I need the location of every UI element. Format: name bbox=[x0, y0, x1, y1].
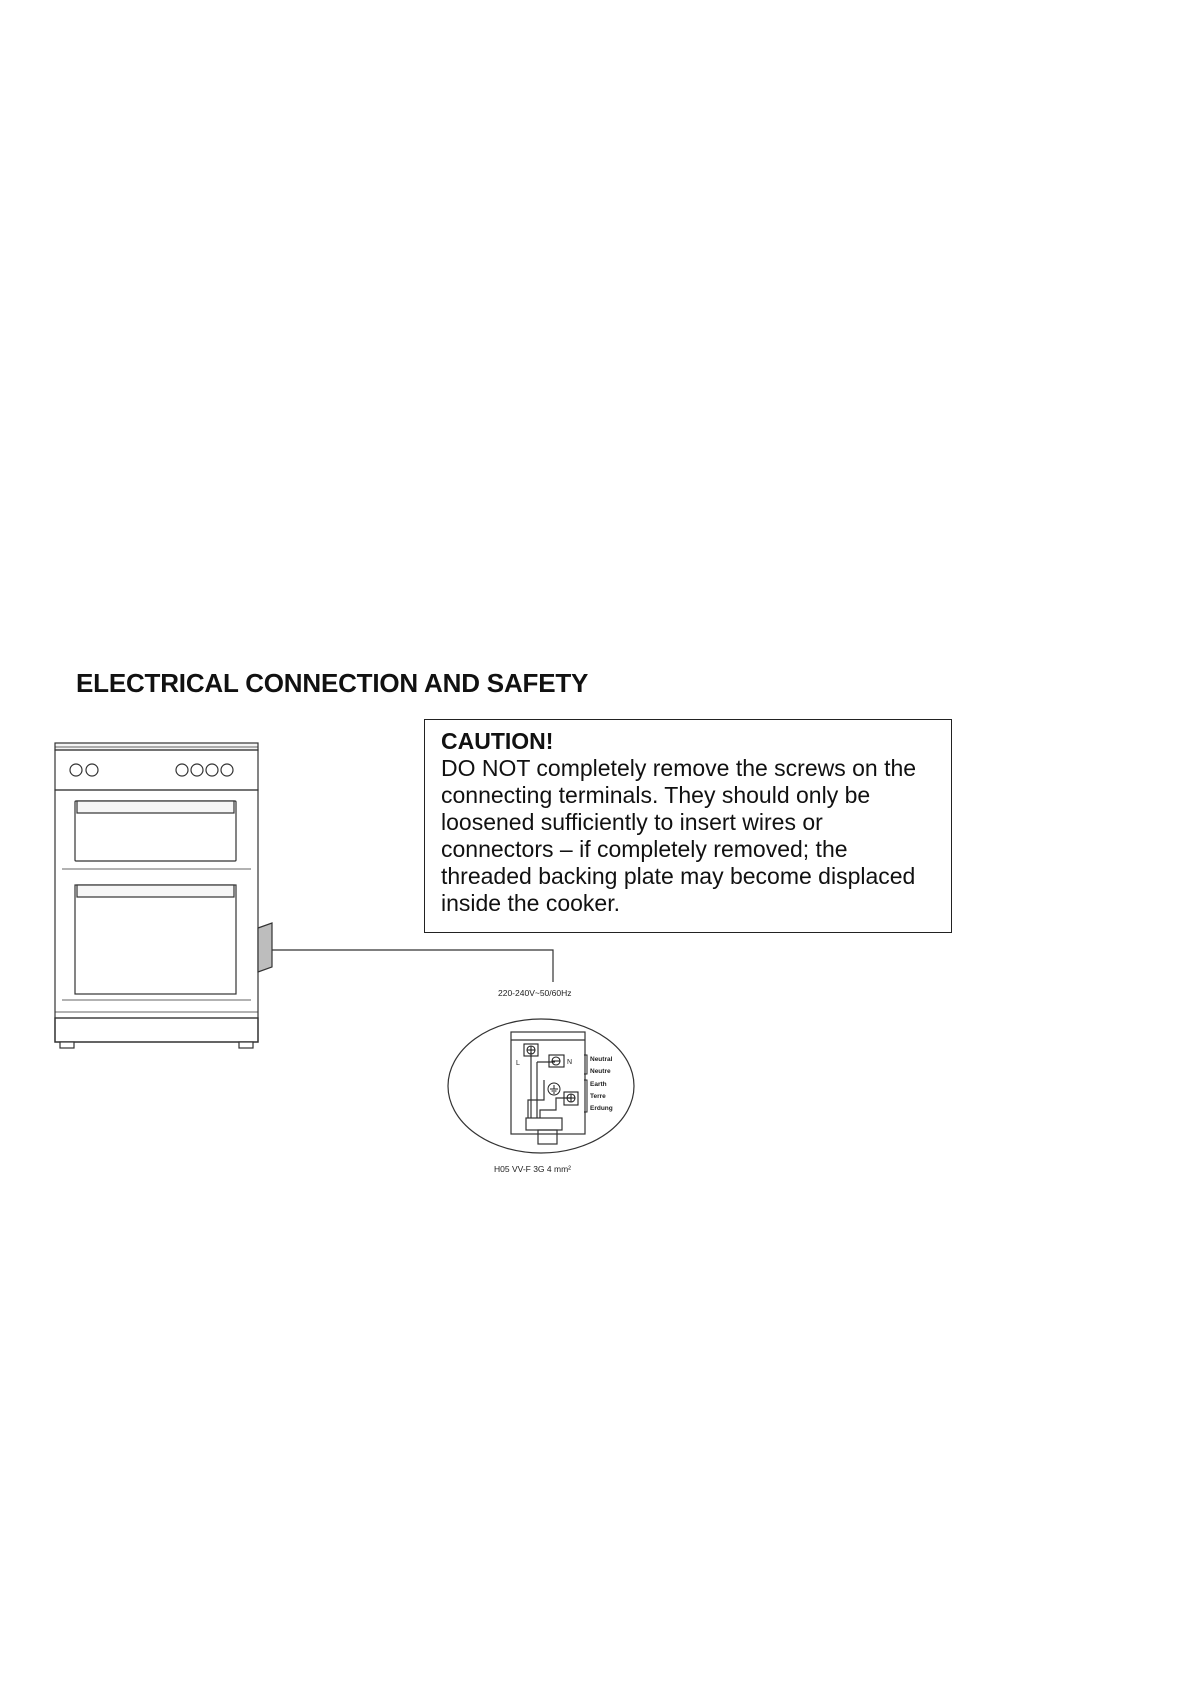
neutral-label: N bbox=[567, 1059, 573, 1066]
legend-earth: Earth bbox=[590, 1081, 607, 1088]
legend-neutre: Neutre bbox=[590, 1068, 611, 1075]
caution-line: connecting terminals. They should only be bbox=[441, 782, 871, 808]
section-heading: ELECTRICAL CONNECTION AND SAFETY bbox=[76, 668, 589, 698]
cable-line bbox=[272, 950, 553, 982]
caution-line: DO NOT completely remove the screws on the bbox=[441, 755, 917, 781]
caution-line: loosened sufficiently to insert wires or bbox=[441, 809, 823, 835]
caution-line: connectors – if completely removed; the bbox=[441, 836, 848, 862]
legend-erdung: Erdung bbox=[590, 1105, 613, 1112]
legend-terre: Terre bbox=[590, 1093, 606, 1100]
voltage-label: 220-240V~50/60Hz bbox=[498, 988, 572, 998]
caution-line: threaded backing plate may become displaced bbox=[441, 863, 916, 889]
legend-neutral: Neutral bbox=[590, 1056, 613, 1063]
live-label: L bbox=[516, 1060, 520, 1067]
caution-title: CAUTION! bbox=[441, 728, 554, 754]
control-knobs-icon bbox=[70, 764, 233, 776]
terminal-block-detail bbox=[448, 1019, 634, 1153]
caution-line: inside the cooker. bbox=[441, 890, 621, 916]
cooker-illustration bbox=[55, 743, 272, 1048]
cable-spec-label: H05 VV-F 3G 4 mm² bbox=[494, 1164, 571, 1174]
